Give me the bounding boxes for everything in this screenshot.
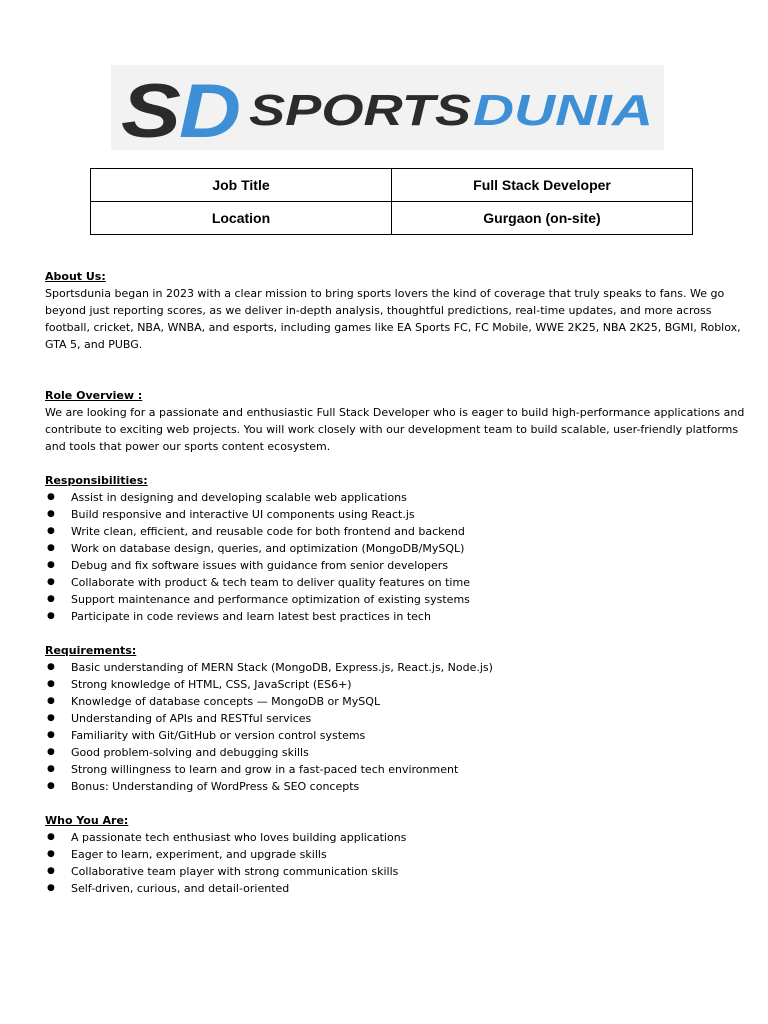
list-item: ● Familiarity with Git/GitHub or version control systems	[45, 727, 745, 744]
list-item: ● Bonus: Understanding of WordPress & SEO concepts	[45, 778, 745, 795]
list-item: ● Self-driven, curious, and detail-oriented	[45, 880, 745, 897]
sportsdunia-logo	[111, 65, 664, 150]
list-item: ● Good problem-solving and debugging skills	[45, 744, 745, 761]
logo-word-dunia: DUNIA	[473, 86, 653, 135]
table-row	[91, 169, 693, 202]
logo-monogram-d: D	[179, 69, 241, 150]
list-item: ● Eager to learn, experiment, and upgrade skills	[45, 846, 745, 863]
logo-word-sports: SPORTS	[249, 86, 471, 135]
responsibilities-heading: Responsibilities:	[45, 474, 148, 487]
location-value: Gurgaon (on-site)	[392, 202, 693, 235]
requirements-list	[45, 659, 745, 795]
list-item: ● Collaborate with product & tech team to deliver quality features on time	[45, 574, 745, 591]
list-item: ● Build responsive and interactive UI components using React.js	[45, 506, 745, 523]
list-item: ● Assist in designing and developing scalable web applications	[45, 489, 745, 506]
list-item: ● Collaborative team player with strong communication skills	[45, 863, 745, 880]
logo-graphic	[111, 65, 664, 150]
list-item: ● Understanding of APIs and RESTful services	[45, 710, 745, 727]
list-item: ● Strong knowledge of HTML, CSS, JavaScript (ES6+)	[45, 676, 745, 693]
role-heading: Role Overview :	[45, 389, 143, 402]
requirements-heading: Requirements:	[45, 644, 137, 657]
list-item: ● Knowledge of database concepts — MongoDB or MySQL	[45, 693, 745, 710]
list-item: ● Debug and fix software issues with guidance from senior developers	[45, 557, 745, 574]
logo-monogram-s: S	[121, 69, 181, 150]
who-you-are-heading: Who You Are:	[45, 814, 129, 827]
list-item: ● Write clean, efficient, and reusable code for both frontend and backend	[45, 523, 745, 540]
about-heading: About Us:	[45, 270, 106, 283]
role-text: We are looking for a passionate and enthusiastic Full Stack Developer who is eager to build high-performance applications and contribute to exciting web projects. You will work closely with our development team to build scalable, user-friendly platforms and tools that power our sports content ecosystem.	[45, 406, 745, 453]
responsibilities-list	[45, 489, 745, 625]
list-item: ● Strong willingness to learn and grow in a fast-paced tech environment	[45, 761, 745, 778]
list-item: ● Participate in code reviews and learn latest best practices in tech	[45, 608, 745, 625]
list-item: ● A passionate tech enthusiast who loves building applications	[45, 829, 745, 846]
list-item: ● Support maintenance and performance optimization of existing systems	[45, 591, 745, 608]
who-you-are-list	[45, 829, 745, 897]
job-title-label: Job Title	[91, 169, 392, 202]
about-text: Sportsdunia began in 2023 with a clear mission to bring sports lovers the kind of coverage that truly speaks to fans. We go beyond just reporting scores, as we deliver in-depth analysis, thoughtful predictions, real-time updates, and more across football, cricket, NBA, WNBA, and esports, including games like EA Sports FC, FC Mobile, WWE 2K25, NBA 2K25, BGMI, Roblox, GTA 5, and PUBG.	[45, 287, 741, 351]
list-item: ● Work on database design, queries, and optimization (MongoDB/MySQL)	[45, 540, 745, 557]
table-row	[91, 202, 693, 235]
job-description	[45, 268, 745, 897]
job-info-table	[90, 168, 693, 235]
job-title-value: Full Stack Developer	[392, 169, 693, 202]
list-item: ● Basic understanding of MERN Stack (MongoDB, Express.js, React.js, Node.js)	[45, 659, 745, 676]
location-label: Location	[91, 202, 392, 235]
